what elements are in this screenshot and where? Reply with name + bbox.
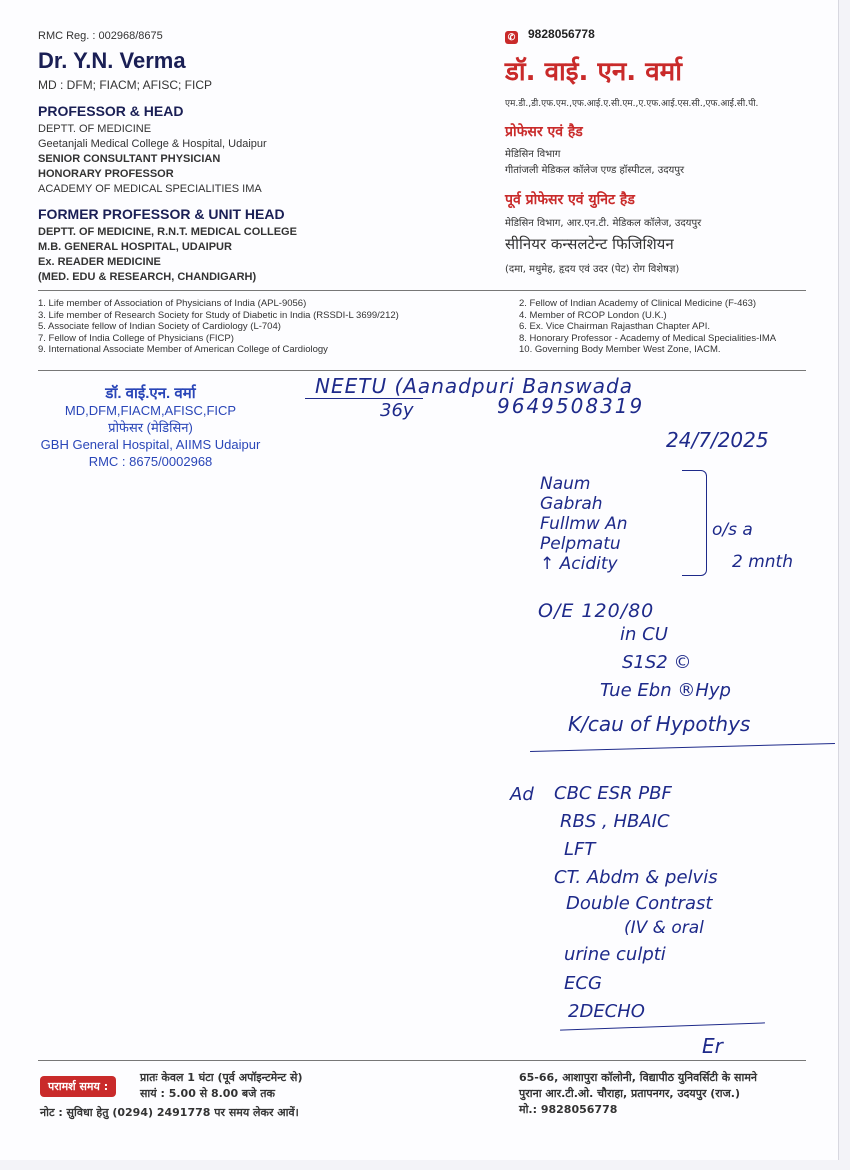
rmc-reg: RMC Reg. : 002968/8675	[38, 30, 163, 42]
doctor-name-hi: डॉ. वाई. एन. वर्मा	[505, 57, 682, 87]
investigation: RBS , HBAIC	[560, 811, 670, 832]
membership-item: 1. Life member of Association of Physicians of India (APL-9056)	[38, 298, 307, 309]
investigation: urine culpti	[564, 944, 666, 965]
exam-divider	[530, 743, 835, 752]
exam-line: in CU	[620, 624, 668, 645]
stamp-rmc: RMC : 8675/0002968	[88, 454, 213, 469]
doctor-stamp	[38, 385, 263, 470]
complaints-bracket	[682, 470, 707, 576]
position-line: SENIOR CONSULTANT PHYSICIAN	[38, 153, 221, 165]
top-phone-number: 9828056778	[528, 27, 595, 41]
former-line: (MED. EDU & RESEARCH, CHANDIGARH)	[38, 271, 257, 283]
complaint: Fullmw An	[540, 514, 628, 534]
stamp-hospital: GBH General Hospital, AIIMS Udaipur	[40, 437, 261, 452]
position-line: HONORARY PROFESSOR	[38, 168, 174, 180]
heading-professor-head-hi: प्रोफेसर एवं हैड	[505, 124, 583, 140]
stamp-quals: MD,DFM,FIACM,AFISC,FICP	[64, 403, 237, 418]
patient-name: NEETU (Aanadpuri Banswada	[315, 374, 633, 398]
complaint: ↑ Acidity	[540, 554, 618, 574]
former-line-hi: मेडिसिन विभाग, आर.एन.टी. मेडिकल कॉलेज, उदयपुर	[505, 218, 702, 229]
exam-line: K/cau of Hypothys	[568, 712, 751, 736]
investigation: (IV & oral	[624, 918, 704, 938]
memberships-right	[519, 298, 776, 356]
heading-former-professor: FORMER PROFESSOR & UNIT HEAD	[38, 206, 285, 222]
consultation-time-badge: परामर्श समय :	[40, 1076, 116, 1097]
former-position-block	[38, 225, 297, 285]
complaint: Pelpmatu	[540, 534, 621, 554]
investigation: CBC ESR PBF	[554, 783, 672, 804]
patient-phone: 9649508319	[497, 394, 645, 418]
investigation: Double Contrast	[566, 893, 713, 914]
complaints-block	[540, 474, 628, 574]
clinic-address	[519, 1070, 757, 1118]
morning-time: प्रातः केवल 1 घंटा (पूर्व अपॉइन्टमेन्ट से)	[140, 1071, 303, 1084]
onset: o/s a	[712, 520, 753, 540]
investigation: CT. Abdm & pelvis	[554, 867, 718, 888]
investigations-block	[548, 780, 718, 1026]
membership-item: 4. Member of RCOP London (U.K.)	[519, 309, 667, 321]
consultation-times	[140, 1070, 302, 1102]
membership-item: 7. Fellow of India College of Physicians (FICP)	[38, 332, 234, 344]
qualifications-en: MD : DFM; FIACM; AFISC; FICP	[38, 78, 212, 92]
appointment-note: नोट : सुविधा हेतु (0294) 2491778 पर समय लेकर आवें।	[40, 1106, 299, 1119]
duration: 2 mnth	[732, 552, 793, 572]
address-line: पुराना आर.टी.ओ. चौराहा, प्रतापनगर, उदयपुर (राज.)	[519, 1087, 741, 1100]
patient-age: 36y	[380, 400, 414, 421]
membership-item: 9. International Associate Member of American College of Cardiology	[38, 344, 328, 356]
membership-divider	[38, 370, 806, 371]
heading-former-professor-hi: पूर्व प्रोफेसर एवं युनिट हैड	[505, 192, 635, 208]
investigation: LFT	[564, 839, 596, 860]
qualifications-hi: एम.डी.,डी.एफ.एम.,एफ.आई.ए.सी.एम.,ए.एफ.आई.एस.सी.,एफ.आई.सी.पी.	[505, 99, 759, 109]
consultant-hi: सीनियर कन्सलटेन्ट फिजिशियन	[505, 235, 674, 253]
memberships-left	[38, 298, 399, 356]
advice-prefix: Ad	[510, 784, 534, 805]
evening-time: सायं : 5.00 से 8.00 बजे तक	[140, 1087, 275, 1100]
address-mobile: मो.: 9828056778	[519, 1103, 618, 1116]
position-line: ACADEMY OF MEDICAL SPECIALITIES IMA	[38, 183, 262, 195]
stamp-name: डॉ. वाई.एन. वर्मा	[105, 385, 196, 402]
exam-line: O/E 120/80	[538, 600, 655, 622]
investigation: 2DECHO	[568, 1001, 645, 1022]
position-line: Geetanjali Medical College & Hospital, Udaipur	[38, 138, 267, 150]
doctor-name-en: Dr. Y.N. Verma	[38, 48, 186, 73]
former-line: DEPTT. OF MEDICINE, R.N.T. MEDICAL COLLEGE	[38, 226, 297, 238]
footer-divider	[38, 1060, 806, 1061]
exam-line: S1S2 ©	[622, 652, 692, 673]
former-line: M.B. GENERAL HOSPITAL, UDAIPUR	[38, 241, 232, 253]
membership-item: 5. Associate fellow of Indian Society of Cardiology (L-704)	[38, 321, 281, 333]
stamp-title: प्रोफेसर (मेडिसिन)	[108, 420, 193, 435]
membership-item: 8. Honorary Professor - Academy of Medical Specialities-IMA	[519, 332, 777, 344]
membership-item: 10. Governing Body Member West Zone, IACM.	[519, 344, 721, 356]
investigation: ECG	[564, 973, 602, 994]
header-divider	[38, 290, 806, 291]
membership-item: 3. Life member of Research Society for Study of Diabetic in India (RSSDI-L 3699/212)	[38, 309, 399, 321]
position-line-hi: मेडिसिन विभाग	[505, 149, 561, 160]
complaint: Naum	[540, 474, 591, 494]
top-phone	[505, 27, 595, 44]
signature: Er	[702, 1034, 723, 1058]
address-line: 65-66, आशापुरा कॉलोनी, विद्यापीठ युनिवर्सिटी के सामने	[519, 1071, 758, 1084]
specialty-hi: (दमा, मधुमेह, हृदय एवं उदर (पेट) रोग विशेषज्ञ)	[505, 264, 680, 275]
patient-underline	[305, 398, 423, 399]
visit-date: 24/7/2025	[666, 428, 769, 452]
complaint: Gabrah	[540, 494, 603, 514]
former-line: Ex. READER MEDICINE	[38, 256, 161, 268]
current-position-block-hi	[505, 147, 684, 179]
current-position-block	[38, 122, 267, 197]
phone-icon: ✆	[505, 31, 518, 44]
exam-line: Tue Ebn ®Hyp	[600, 680, 731, 701]
membership-item: 2. Fellow of Indian Academy of Clinical Medicine (F-463)	[519, 298, 757, 309]
heading-professor-head: PROFESSOR & HEAD	[38, 103, 184, 119]
membership-item: 6. Ex. Vice Chairman Rajasthan Chapter API.	[519, 321, 710, 333]
position-line-hi: गीतांजली मेडिकल कॉलेज एण्ड हॉस्पीटल, उदयपुर	[505, 165, 685, 176]
position-line: DEPTT. OF MEDICINE	[38, 123, 152, 135]
